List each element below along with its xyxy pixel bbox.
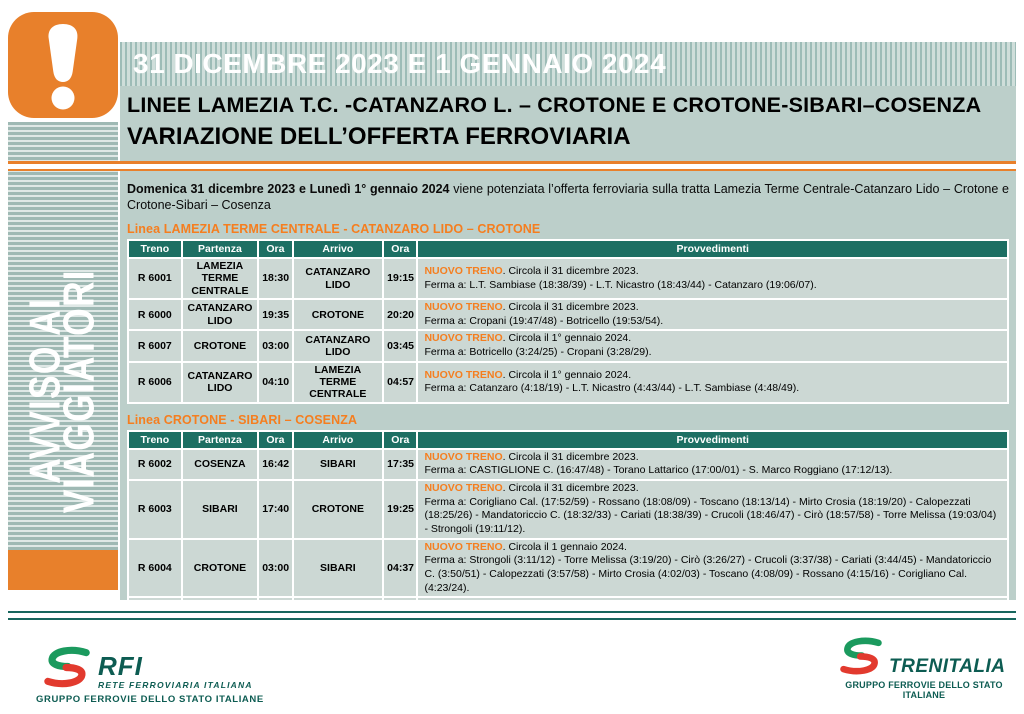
arrival-time: 04:57	[383, 362, 417, 403]
intro-paragraph	[127, 181, 1009, 213]
rfi-wordmark: RFI	[98, 650, 143, 681]
arrival-time	[383, 597, 417, 600]
header-variation-subtitle: VARIAZIONE DELL’OFFERTA FERROVIARIA	[127, 123, 631, 150]
new-train-badge: NUOVO TRENO	[424, 264, 503, 277]
train-row	[128, 362, 1008, 403]
notice-content	[120, 171, 1016, 600]
train-row	[128, 449, 1008, 480]
sidebar-orange-block	[8, 550, 118, 590]
departure-station: CATANZARO LIDO	[182, 362, 259, 403]
train-row	[128, 480, 1008, 539]
train-row	[128, 539, 1008, 598]
provisions-cell: NUOVO TRENO. Circola il 1° gennaio 2024. Ferma a: Catanzaro (4:18/19) - L.T. Nicastro (4:43/44) - L.T. Sambiase (4:48/49).	[417, 362, 1008, 403]
timetable-header	[128, 431, 1008, 449]
departure-station: SIBARI	[182, 480, 259, 539]
departure-time: 16:42	[258, 449, 292, 480]
section-title-crotone-sibari: Linea CROTONE - SIBARI – COSENZA	[127, 412, 358, 427]
header-date-band	[120, 42, 1016, 86]
new-train-badge: NUOVO TRENO	[424, 450, 503, 463]
trenitalia-logo	[833, 634, 1015, 700]
arrival-station: LAMEZIA TERME CENTRALE	[293, 362, 384, 403]
header-subtitle-band	[120, 86, 1016, 163]
arrival-time: 19:15	[383, 258, 417, 299]
train-number: R 6002	[128, 449, 182, 480]
arrival-time: 04:37	[383, 539, 417, 598]
timetable-header	[128, 240, 1008, 258]
warning-exclamation-icon	[8, 12, 118, 118]
provisions-cell: NUOVO TRENO. Circola il 31 dicembre 2023. Ferma a: Corigliano Cal. (17:52/59) - Rossano (18:08/09) - Toscano (18:13/14) - Mirto Crosia (18:19/20) - Calopezzati (18:25/26) - Mandatoriccio C. (18:32/33) - Cariati (18:38/39) - Crucoli (18:46/47) - Cirò (18:57/58) - Torre Melissa (19:03/04) - Strongoli (19:11/12).	[417, 480, 1008, 539]
fs-mark-icon	[36, 644, 98, 690]
train-number: R 6003	[128, 480, 182, 539]
arrival-station: SIBARI	[293, 449, 384, 480]
arrival-time: 17:35	[383, 449, 417, 480]
arrival-station: SIBARI	[293, 539, 384, 598]
train-number: R 6007	[128, 330, 182, 361]
rfi-group-line: GRUPPO FERROVIE DELLO STATO ITALIANE	[36, 694, 264, 705]
new-train-badge: NUOVO TRENO	[424, 301, 503, 314]
timetable-body	[128, 449, 1008, 600]
new-train-badge: NUOVO TRENO	[424, 368, 503, 381]
new-train-badge: NUOVO TRENO	[424, 332, 503, 345]
departure-station: CROTONE	[182, 539, 259, 598]
provisions-cell: NUOVO TRENO. Circola il 31 dicembre 2023. Ferma a: CASTIGLIONE C. (16:47/48) - Torano Lattarico (17:00/01) - S. Marco Roggiano (17:12/13).	[417, 449, 1008, 480]
train-number: R 6004	[128, 539, 182, 598]
provisions-cell: NUOVO TRENO. Circola il 1° gennaio 2024. Ferma a: Botricello (3:24/25) - Cropani (3:28/29).	[417, 330, 1008, 361]
column-header: Treno	[128, 431, 182, 449]
timetable-lamezia-catanzaro-crotone	[127, 239, 1009, 404]
rfi-logo	[36, 644, 316, 705]
provisions-cell: NUOVO TRENO. Circola il 1 gennaio 2024. Ferma a: Strongoli (3:11/12) - Torre Melissa (3:19/20) - Cirò (3:26/27) - Crucoli (3:37/38) - Cariati (3:44/45) - Mandatoriccio C. (3:50/51) - Calopezzati (3:57/58) - Mirto Crosia (4:02/03) - Toscano (4:08/09) - Rossano (4:15/16) - Corigliano Cal. (4:23/24).	[417, 539, 1008, 598]
train-number	[128, 597, 182, 600]
train-row	[128, 597, 1008, 600]
train-number: R 6000	[128, 299, 182, 330]
column-header: Ora	[383, 240, 417, 258]
intro-rest: viene potenziata l’offerta ferroviaria sulla tratta Lamezia Terme Centrale-Catanzaro Lido – Crotone e Crotone-Sibari – Cosenza	[127, 182, 1009, 212]
arrival-time: 20:20	[383, 299, 417, 330]
new-train-badge: NUOVO TRENO	[424, 540, 503, 553]
header-date-title: 31 DICEMBRE 2023 E 1 GENNAIO 2024	[133, 48, 667, 79]
arrival-station: CATANZARO LIDO	[293, 258, 384, 299]
arrival-time: 19:25	[383, 480, 417, 539]
departure-station: CATANZARO LIDO	[182, 299, 259, 330]
departure-time	[258, 597, 292, 600]
arrival-station: CROTONE	[293, 299, 384, 330]
column-header: Treno	[128, 240, 182, 258]
arrival-station: CROTONE	[293, 480, 384, 539]
departure-time: 17:40	[258, 480, 292, 539]
teal-double-separator	[8, 611, 1016, 620]
train-row	[128, 299, 1008, 330]
sidebar-vertical-banner	[8, 235, 118, 547]
departure-station	[182, 597, 259, 600]
train-row	[128, 258, 1008, 299]
column-header: Ora	[258, 240, 292, 258]
departure-time: 19:35	[258, 299, 292, 330]
section-title-lamezia: Linea LAMEZIA TERME CENTRALE - CATANZARO LIDO – CROTONE	[127, 222, 541, 236]
new-train-badge: NUOVO TRENO	[424, 482, 503, 495]
timetable-crotone-sibari-cosenza	[127, 430, 1009, 600]
column-header: Arrivo	[293, 240, 384, 258]
provisions-cell	[417, 597, 1008, 600]
departure-station: CROTONE	[182, 330, 259, 361]
trenitalia-wordmark: TRENITALIA	[889, 656, 1006, 677]
departure-time: 04:10	[258, 362, 292, 403]
new-train-badge	[424, 599, 502, 600]
departure-station: COSENZA	[182, 449, 259, 480]
intro-bold-dates: Domenica 31 dicembre 2023 e Lunedì 1° gennaio 2024	[127, 182, 450, 196]
sidebar-banner-line2: VIAGGIATORI	[54, 269, 104, 513]
arrival-station: CATANZARO LIDO	[293, 330, 384, 361]
provisions-cell: NUOVO TRENO. Circola il 31 dicembre 2023. Ferma a: L.T. Sambiase (18:38/39) - L.T. Nicastro (18:43/44) - Catanzaro (19:06/07).	[417, 258, 1008, 299]
column-header: Partenza	[182, 240, 259, 258]
timetable-body	[128, 258, 1008, 403]
fs-mark-icon	[833, 634, 889, 678]
sidebar-banner-line1: AVVISO AI	[20, 298, 70, 484]
arrival-time: 03:45	[383, 330, 417, 361]
column-header: Partenza	[182, 431, 259, 449]
train-number: R 6001	[128, 258, 182, 299]
departure-station: LAMEZIA TERME CENTRALE	[182, 258, 259, 299]
column-header: Ora	[383, 431, 417, 449]
column-header: Arrivo	[293, 431, 384, 449]
trenitalia-group-line: GRUPPO FERROVIE DELLO STATO ITALIANE	[845, 680, 1003, 700]
column-header: Provvedimenti	[417, 431, 1008, 449]
departure-time: 03:00	[258, 539, 292, 598]
departure-time: 18:30	[258, 258, 292, 299]
train-row	[128, 330, 1008, 361]
column-header: Ora	[258, 431, 292, 449]
header-lines-subtitle: LINEE LAMEZIA T.C. -CATANZARO L. – CROTONE E CROTONE-SIBARI–COSENZA	[127, 93, 982, 117]
column-header: Provvedimenti	[417, 240, 1008, 258]
rfi-subtitle: RETE FERROVIARIA ITALIANA	[98, 680, 253, 690]
provisions-cell: NUOVO TRENO. Circola il 31 dicembre 2023. Ferma a: Cropani (19:47/48) - Botricello (19:53/54).	[417, 299, 1008, 330]
train-number: R 6006	[128, 362, 182, 403]
departure-time: 03:00	[258, 330, 292, 361]
orange-double-separator	[8, 161, 1016, 171]
arrival-station	[293, 597, 384, 600]
